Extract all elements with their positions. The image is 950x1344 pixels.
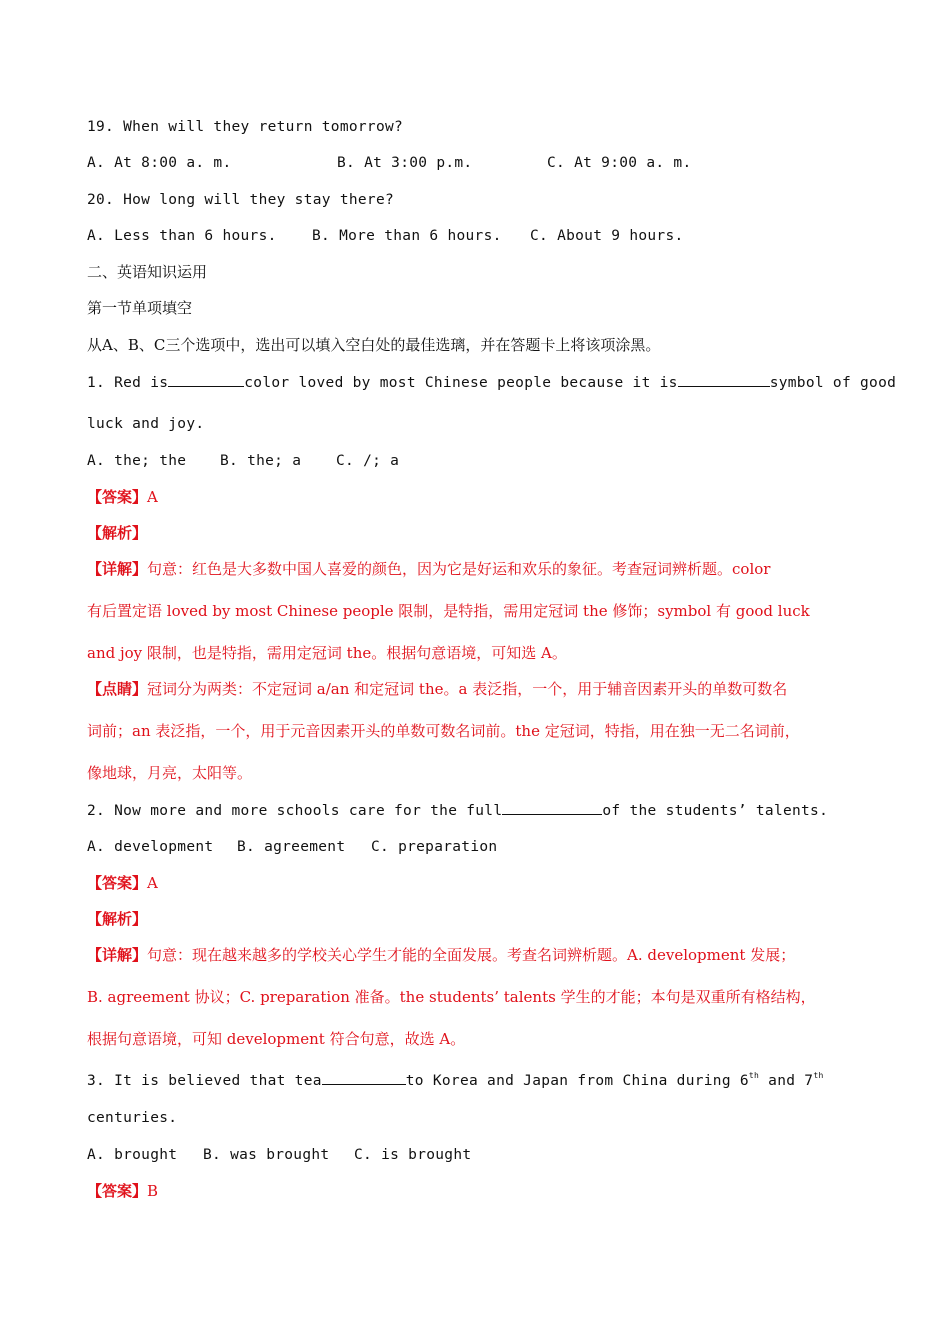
question-3-line2: centuries. (87, 1110, 178, 1126)
section-subheading: 第一节单项填空 (87, 299, 193, 317)
option-c: C. At 9:00 a. m. (547, 155, 692, 171)
option-a: A. the; the (87, 453, 187, 469)
detail-1-line2: 有后置定语 loved by most Chinese people 限制，是特指，需用定冠词 the 修饰；symbol 有 good luck (87, 602, 810, 620)
option-a: A. Less than 6 hours. (87, 228, 277, 244)
answer-2: 【答案】A (87, 874, 158, 892)
detail-1-line3: and joy 限制，也是特指，需用定冠词 the。根据句意语境，可知选 A。 (87, 644, 567, 662)
option-c: C. /; a (336, 453, 400, 469)
answer-blank (502, 800, 602, 815)
section-heading: 二、英语知识运用 (87, 263, 208, 281)
question-2-options (87, 837, 497, 857)
question-19-options (87, 153, 691, 173)
option-a: A. development (87, 839, 214, 855)
option-c: C. is brought (354, 1147, 472, 1163)
option-a: A. At 8:00 a. m. (87, 155, 232, 171)
question-19: 19. When will they return tomorrow? (87, 119, 404, 135)
option-c: C. About 9 hours. (530, 228, 684, 244)
question-1-options (87, 451, 399, 471)
detail-2-line3: 根据句意语境，可知 development 符合句意，故选 A。 (87, 1030, 466, 1048)
analysis-label-2: 【解析】 (87, 910, 148, 928)
tip-1-line3: 像地球，月亮，太阳等。 (87, 764, 253, 782)
option-b: B. At 3:00 p.m. (337, 155, 473, 171)
analysis-label-1: 【解析】 (87, 524, 148, 542)
answer-blank (168, 372, 244, 387)
section-instruction: 从A、B、C三个选项中，选出可以填入空白处的最佳选璃，并在答题卡上将该项涂黑。 (87, 336, 661, 354)
question-20-options (87, 226, 684, 246)
question-3-options (87, 1145, 471, 1165)
detail-2-line2: B. agreement 协议；C. preparation 准备。the students’ talents 学生的才能；本句是双重所有格结构， (87, 988, 816, 1006)
tip-1-line1: 【点睛】冠词分为两类：不定冠词 a/an 和定冠词 the。a 表泛指，一个，用于辅音因素开头的单数可数名 (87, 680, 788, 698)
option-b: B. the; a (220, 453, 302, 469)
question-1: 1. Red is color loved by most Chinese people because it is symbol of good (87, 372, 896, 393)
answer-blank (678, 372, 770, 387)
question-2: 2. Now more and more schools care for the full of the students’ talents. (87, 800, 828, 821)
option-b: B. was brought (203, 1147, 330, 1163)
option-c: C. preparation (371, 839, 498, 855)
detail-2-line1: 【详解】句意：现在越来越多的学校关心学生才能的全面发展。考查名词辨析题。A. development 发展； (87, 946, 796, 964)
answer-1: 【答案】A (87, 488, 158, 506)
detail-1-line1: 【详解】句意：红色是大多数中国人喜爱的颜色，因为它是好运和欢乐的象征。考查冠词辨析题。color (87, 560, 771, 578)
option-b: B. agreement (237, 839, 346, 855)
option-a: A. brought (87, 1147, 178, 1163)
question-1-line2: luck and joy. (87, 416, 205, 432)
answer-blank (322, 1070, 406, 1085)
answer-3: 【答案】B (87, 1182, 159, 1200)
question-3: 3. It is believed that tea to Korea and Japan from China during 6th and 7th (87, 1071, 824, 1089)
question-20: 20. How long will they stay there? (87, 192, 395, 208)
tip-1-line2: 词前；an 表泛指，一个，用于元音因素开头的单数可数名词前。the 定冠词，特指，用在独一无二名词前， (87, 722, 800, 740)
option-b: B. More than 6 hours. (312, 228, 502, 244)
